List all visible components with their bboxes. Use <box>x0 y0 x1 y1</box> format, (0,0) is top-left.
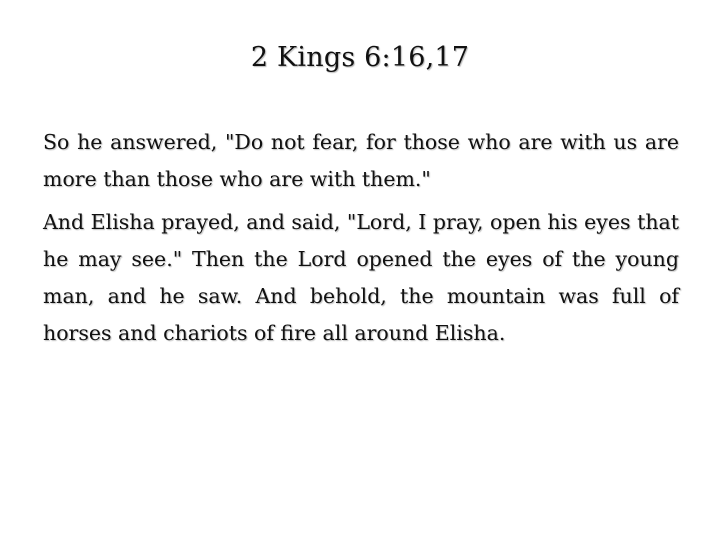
scripture-body <box>43 124 679 358</box>
verse-paragraph-17: And Elisha prayed, and said, "Lord, I pray, open his eyes that he may see." Then the Lord opened the eyes of the young man, and he saw. And behold, the mountain was full of horses and chariots of fire all around Elisha. <box>43 210 679 345</box>
slide-title: 2 Kings 6:16,17 <box>250 42 470 73</box>
verse-paragraph-16: So he answered, "Do not fear, for those who are with us are more than those who are with them." <box>43 130 679 191</box>
